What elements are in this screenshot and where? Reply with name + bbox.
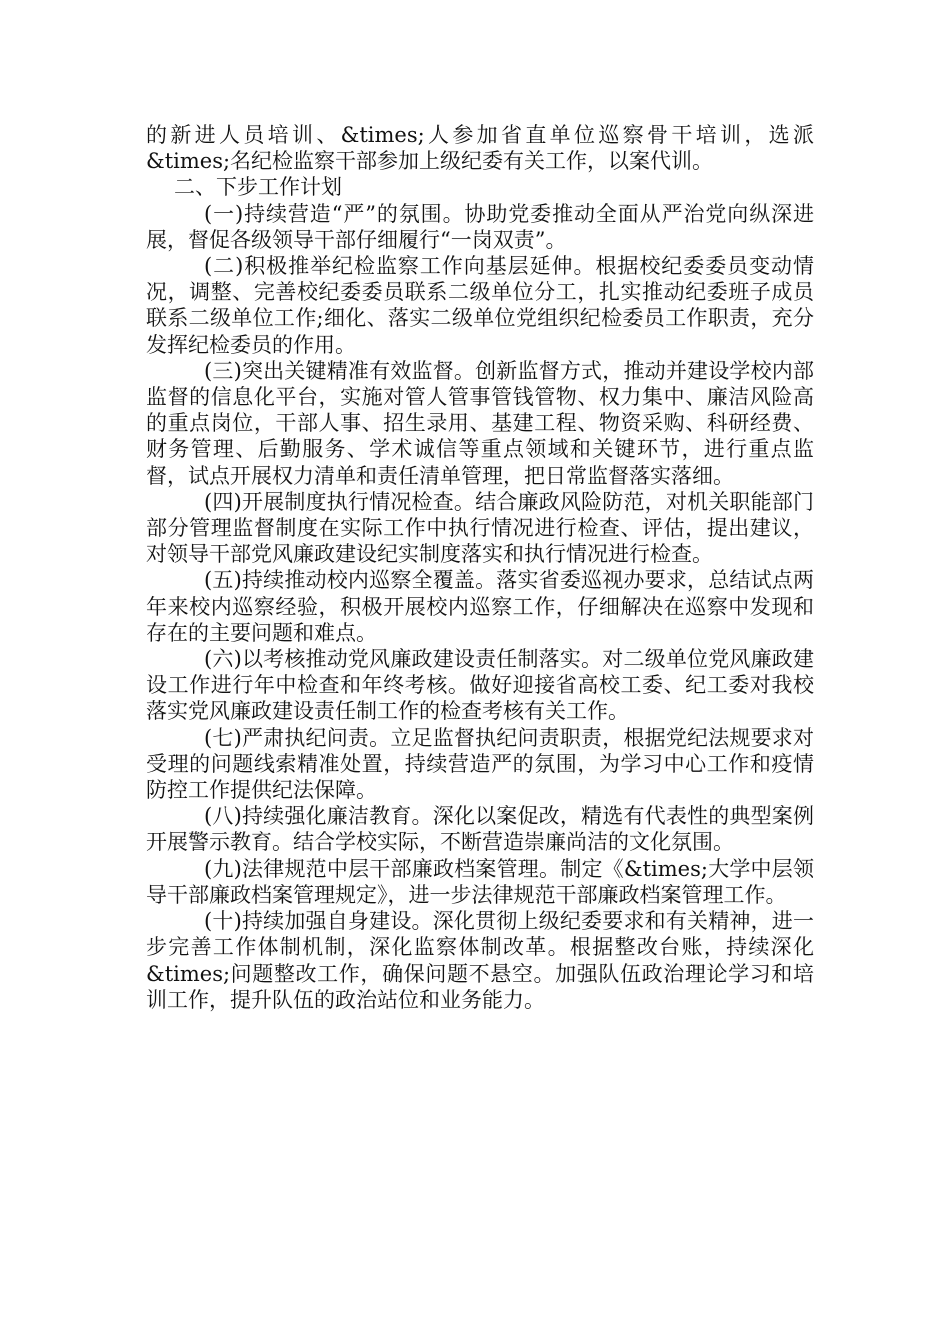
plan-item-5: (五)持续推动校内巡察全覆盖。落实省委巡视办要求，总结试点两年来校内巡察经验，积极开展校内巡察工作，仔细解决在巡察中发现和存在的主要问题和难点。 <box>146 568 814 645</box>
section-heading: 二、下步工作计划 <box>174 175 342 200</box>
intro-paragraph: 的新进人员培训、&times;人参加省直单位巡察骨干培训，选派&times;名纪检监察干部参加上级纪委有关工作，以案代训。 <box>146 123 814 174</box>
plan-item-2: (二)积极推举纪检监察工作向基层延伸。根据校纪委委员变动情况，调整、完善校纪委委员联系二级单位分工，扎实推动纪委班子成员联系二级单位工作;细化、落实二级单位党组织纪检委员工作职责，充分发挥纪检委员的作用。 <box>146 254 814 357</box>
plan-item-1: (一)持续营造“严”的氛围。协助党委推动全面从严治党向纵深进展，督促各级领导干部仔细履行“一岗双责”。 <box>146 201 814 252</box>
plan-item-6: (六)以考核推动党风廉政建设责任制落实。对二级单位党风廉政建设工作进行年中检查和年终考核。做好迎接省高校工委、纪工委对我校落实党风廉政建设责任制工作的检查考核有关工作。 <box>146 647 814 724</box>
plan-item-4: (四)开展制度执行情况检查。结合廉政风险防范，对机关职能部门部分管理监督制度在实际工作中执行情况进行检查、评估，提出建议，对领导干部党风廉政建设纪实制度落实和执行情况进行检查。 <box>146 489 814 567</box>
plan-item-3: (三)突出关键精准有效监督。创新监督方式，推动并建设学校内部监督的信息化平台，实施对管人管事管钱管物、权力集中、廉洁风险高的重点岗位，干部人事、招生录用、基建工程、物资采购、科研经费、财务管理、后勤服务、学术诚信等重点领域和关键环节，进行重点监督，试点开展权力清单和责任清单管理，把日常监督落实落细。 <box>146 358 814 488</box>
plan-item-7: (七)严肃执纪问责。立足监督执纪问责职责，根据党纪法规要求对受理的问题线索精准处置，持续营造严的氛围，为学习中心工作和疫情防控工作提供纪法保障。 <box>146 725 814 803</box>
plan-item-9: (九)法律规范中层干部廉政档案管理。制定《&times;大学中层领导干部廉政档案管理规定》，进一步法律规范干部廉政档案管理工作。 <box>146 856 814 907</box>
plan-item-8: (八)持续强化廉洁教育。深化以案促改，精选有代表性的典型案例开展警示教育。结合学校实际，不断营造崇廉尚洁的文化氛围。 <box>146 804 814 855</box>
document-page <box>146 122 814 1013</box>
plan-item-10: (十)持续加强自身建设。深化贯彻上级纪委要求和有关精神，进一步完善工作体制机制，深化监察体制改革。根据整改台账，持续深化&times;问题整改工作，确保问题不悬空。加强队伍政治理论学习和培训工作，提升队伍的政治站位和业务能力。 <box>146 909 814 1012</box>
